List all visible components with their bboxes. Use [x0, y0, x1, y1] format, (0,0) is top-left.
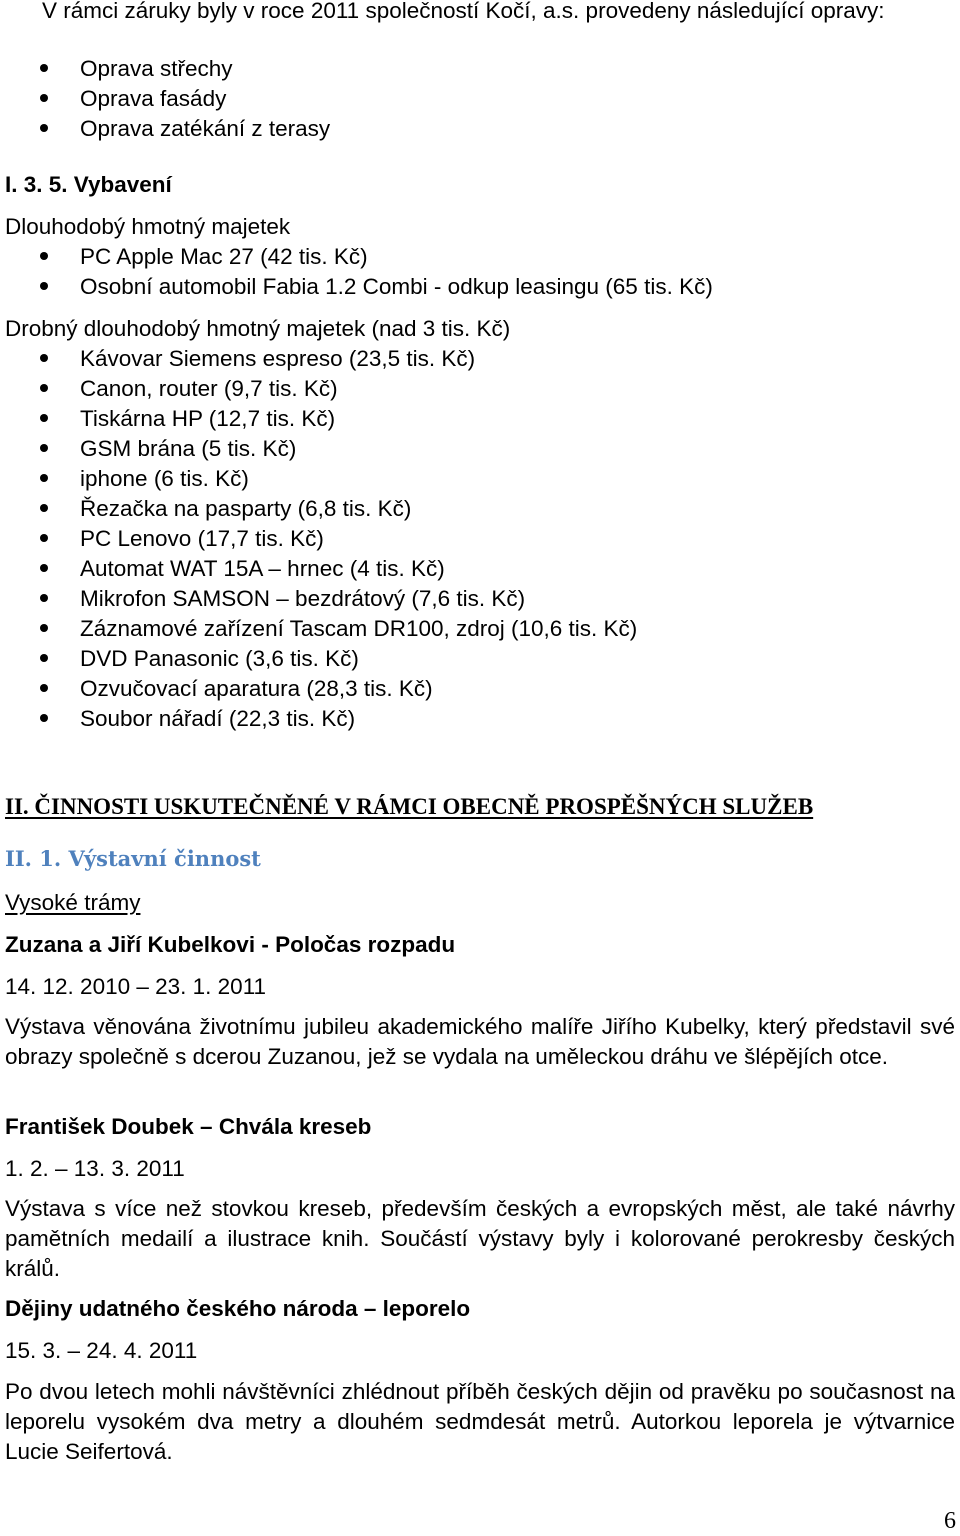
- bullet-icon: [40, 534, 48, 542]
- bullet-icon: [40, 564, 48, 572]
- list-item: PC Apple Mac 27 (42 tis. Kč): [80, 242, 713, 272]
- list-item: Kávovar Siemens espreso (23,5 tis. Kč): [80, 344, 637, 374]
- subsection-heading: II. 1. Výstavní činnost: [5, 846, 261, 871]
- bullet-icon: [40, 624, 48, 632]
- intro-paragraph: V rámci záruky byly v roce 2011 společností Kočí, a.s. provedeny následující opravy:: [42, 0, 885, 23]
- small-assets-label: Drobný dlouhodobý hmotný majetek (nad 3 tis. Kč): [5, 316, 511, 341]
- bullet-icon: [40, 594, 48, 602]
- list-item: PC Lenovo (17,7 tis. Kč): [80, 524, 637, 554]
- small-assets-list: [5, 344, 637, 734]
- section-heading: II. ČINNOSTI USKUTEČNĚNÉ V RÁMCI OBECNĚ PROSPĚŠNÝCH SLUŽEB: [5, 794, 814, 819]
- list-item: Oprava střechy: [80, 54, 330, 84]
- bullet-icon: [40, 94, 48, 102]
- list-item: DVD Panasonic (3,6 tis. Kč): [80, 644, 637, 674]
- exhibition-title: Zuzana a Jiří Kubelkovi - Poločas rozpadu: [5, 932, 456, 957]
- bullet-icon: [40, 474, 48, 482]
- bullet-icon: [40, 384, 48, 392]
- bullet-icon: [40, 504, 48, 512]
- list-item: Oprava fasády: [80, 84, 330, 114]
- bullet-icon: [40, 124, 48, 132]
- long-term-assets-list: [5, 242, 713, 302]
- list-item: Tiskárna HP (12,7 tis. Kč): [80, 404, 637, 434]
- bullet-icon: [40, 64, 48, 72]
- exhibition-dates: 15. 3. – 24. 4. 2011: [5, 1338, 198, 1363]
- bullet-icon: [40, 654, 48, 662]
- bullet-icon: [40, 714, 48, 722]
- bullet-icon: [40, 354, 48, 362]
- exhibition-title: František Doubek – Chvála kreseb: [5, 1114, 372, 1139]
- list-item: Záznamové zařízení Tascam DR100, zdroj (10,6 tis. Kč): [80, 614, 637, 644]
- exhibition-dates: 1. 2. – 13. 3. 2011: [5, 1156, 185, 1181]
- equipment-heading: I. 3. 5. Vybavení: [5, 172, 172, 197]
- list-item: Řezačka na pasparty (6,8 tis. Kč): [80, 494, 637, 524]
- list-item: GSM brána (5 tis. Kč): [80, 434, 637, 464]
- list-item: Ozvučovací aparatura (28,3 tis. Kč): [80, 674, 637, 704]
- repairs-list: [5, 54, 330, 144]
- bullet-icon: [40, 282, 48, 290]
- list-item: Canon, router (9,7 tis. Kč): [80, 374, 637, 404]
- bullet-icon: [40, 414, 48, 422]
- list-item: Automat WAT 15A – hrnec (4 tis. Kč): [80, 554, 637, 584]
- exhibition-description: Výstava s více než stovkou kreseb, především českých a evropských měst, ale také návrhy pamětních medailí a ilustrace knih. Součástí výstavy byly i kolorované perokresby českých králů.: [5, 1196, 955, 1281]
- exhibition-title: Dějiny udatného českého národa – leporelo: [5, 1296, 471, 1321]
- list-item: Mikrofon SAMSON – bezdrátový (7,6 tis. Kč): [80, 584, 637, 614]
- long-term-assets-label: Dlouhodobý hmotný majetek: [5, 214, 291, 239]
- bullet-icon: [40, 252, 48, 260]
- list-item: Soubor nářadí (22,3 tis. Kč): [80, 704, 637, 734]
- bullet-icon: [40, 684, 48, 692]
- page-number: 6: [944, 1508, 956, 1534]
- list-item: Oprava zatékání z terasy: [80, 114, 330, 144]
- list-item: iphone (6 tis. Kč): [80, 464, 637, 494]
- exhibition-description: Výstava věnována životnímu jubileu akademického malíře Jiřího Kubelky, který představil své obrazy společně s dcerou Zuzanou, jež se vydala na uměleckou dráhu ve šlépějích otce.: [5, 1014, 955, 1069]
- bullet-icon: [40, 444, 48, 452]
- exhibition-dates: 14. 12. 2010 – 23. 1. 2011: [5, 974, 267, 999]
- venue-title: Vysoké trámy: [5, 890, 141, 915]
- list-item: Osobní automobil Fabia 1.2 Combi - odkup leasingu (65 tis. Kč): [80, 272, 713, 302]
- exhibition-description: Po dvou letech mohli návštěvníci zhlédnout příběh českých dějin od pravěku po současnost na leporelu vysokém dva metry a dlouhém sedmdesát metrů. Autorkou leporela je výtvarnice Lucie Seifertová.: [5, 1379, 955, 1464]
